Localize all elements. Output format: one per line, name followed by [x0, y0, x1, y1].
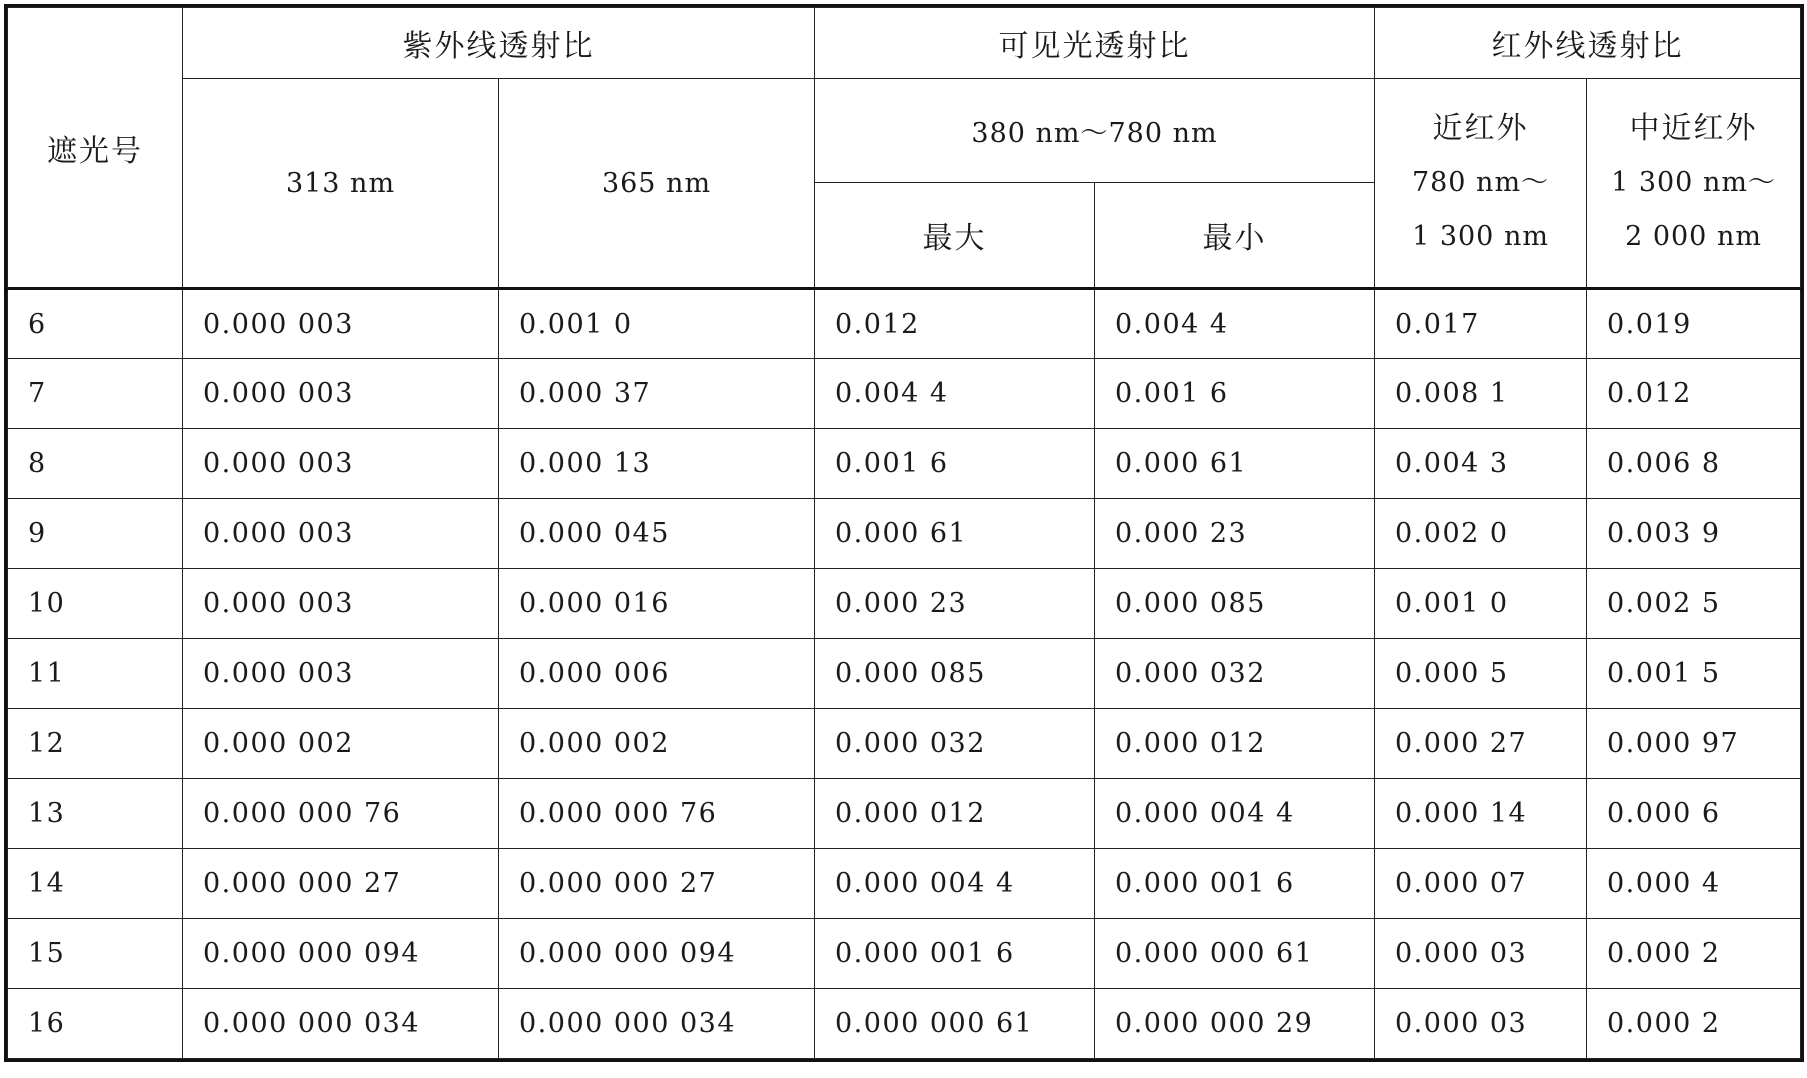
- uv-365-cell: 0.000 045: [499, 499, 815, 569]
- visible-min-cell: 0.000 000 61: [1095, 919, 1375, 989]
- mid-near-ir-cell: 0.000 6: [1587, 779, 1801, 849]
- near-ir-cell: 0.000 14: [1375, 779, 1587, 849]
- shade-number-cell: 10: [8, 569, 183, 639]
- mid-near-ir-cell: 0.000 2: [1587, 989, 1801, 1059]
- near-ir-cell: 0.017: [1375, 289, 1587, 359]
- uv-365-cell: 0.000 002: [499, 709, 815, 779]
- near-ir-title: 近红外: [1432, 111, 1529, 146]
- table-row: [8, 709, 1801, 779]
- table-row: [8, 499, 1801, 569]
- mid-near-ir-range-start: 1 300 nm～: [1611, 167, 1776, 198]
- uv-313-cell: 0.000 003: [183, 359, 499, 429]
- visible-min-cell: 0.000 004 4: [1095, 779, 1375, 849]
- uv-365-cell: 0.000 37: [499, 359, 815, 429]
- mid-near-ir-range-end: 2 000 nm: [1625, 221, 1762, 252]
- table-body: [8, 289, 1801, 1059]
- uv-365-cell: 0.000 000 76: [499, 779, 815, 849]
- near-ir-range-start: 780 nm～: [1411, 167, 1550, 198]
- table-row: [8, 429, 1801, 499]
- visible-min-cell: 0.004 4: [1095, 289, 1375, 359]
- header-visible-range: 380 nm～780 nm: [815, 79, 1375, 183]
- near-ir-cell: 0.002 0: [1375, 499, 1587, 569]
- uv-365-cell: 0.000 000 27: [499, 849, 815, 919]
- uv-313-cell: 0.000 000 76: [183, 779, 499, 849]
- header-visible-max: 最大: [815, 183, 1095, 289]
- mid-near-ir-cell: 0.003 9: [1587, 499, 1801, 569]
- uv-365-cell: 0.000 000 094: [499, 919, 815, 989]
- near-ir-cell: 0.004 3: [1375, 429, 1587, 499]
- shade-number-cell: 16: [8, 989, 183, 1059]
- uv-313-cell: 0.000 003: [183, 569, 499, 639]
- near-ir-cell: 0.000 5: [1375, 639, 1587, 709]
- uv-313-cell: 0.000 003: [183, 289, 499, 359]
- mid-near-ir-cell: 0.000 2: [1587, 919, 1801, 989]
- mid-near-ir-title: 中近红外: [1629, 111, 1758, 146]
- uv-365-cell: 0.000 000 034: [499, 989, 815, 1059]
- visible-min-cell: 0.000 032: [1095, 639, 1375, 709]
- table-row: [8, 359, 1801, 429]
- near-ir-cell: 0.001 0: [1375, 569, 1587, 639]
- table-row: [8, 919, 1801, 989]
- shade-number-cell: 11: [8, 639, 183, 709]
- visible-min-cell: 0.000 085: [1095, 569, 1375, 639]
- mid-near-ir-cell: 0.000 97: [1587, 709, 1801, 779]
- header-mid-near-ir: [1587, 79, 1801, 289]
- visible-max-cell: 0.012: [815, 289, 1095, 359]
- uv-365-cell: 0.000 13: [499, 429, 815, 499]
- visible-min-cell: 0.000 23: [1095, 499, 1375, 569]
- header-visible-transmittance: 可见光透射比: [815, 8, 1375, 79]
- header-ir-transmittance: 红外线透射比: [1375, 8, 1801, 79]
- shade-number-cell: 14: [8, 849, 183, 919]
- header-uv-365: 365 nm: [499, 79, 815, 289]
- near-ir-cell: 0.008 1: [1375, 359, 1587, 429]
- shade-number-cell: 6: [8, 289, 183, 359]
- table-row: [8, 289, 1801, 359]
- header-uv-transmittance: 紫外线透射比: [183, 8, 815, 79]
- header-visible-min: 最小: [1095, 183, 1375, 289]
- mid-near-ir-cell: 0.000 4: [1587, 849, 1801, 919]
- near-ir-cell: 0.000 27: [1375, 709, 1587, 779]
- visible-min-cell: 0.001 6: [1095, 359, 1375, 429]
- header-shade-number: 遮光号: [8, 8, 183, 289]
- transmittance-table: [7, 7, 1801, 1059]
- table-row: [8, 989, 1801, 1059]
- visible-max-cell: 0.000 000 61: [815, 989, 1095, 1059]
- mid-near-ir-cell: 0.012: [1587, 359, 1801, 429]
- uv-313-cell: 0.000 000 27: [183, 849, 499, 919]
- visible-min-cell: 0.000 000 29: [1095, 989, 1375, 1059]
- table-row: [8, 639, 1801, 709]
- uv-365-cell: 0.000 006: [499, 639, 815, 709]
- visible-max-cell: 0.004 4: [815, 359, 1095, 429]
- uv-365-cell: 0.000 016: [499, 569, 815, 639]
- visible-max-cell: 0.000 23: [815, 569, 1095, 639]
- visible-min-cell: 0.000 61: [1095, 429, 1375, 499]
- near-ir-cell: 0.000 07: [1375, 849, 1587, 919]
- shade-number-cell: 8: [8, 429, 183, 499]
- mid-near-ir-cell: 0.006 8: [1587, 429, 1801, 499]
- visible-max-cell: 0.000 004 4: [815, 849, 1095, 919]
- visible-max-cell: 0.000 012: [815, 779, 1095, 849]
- mid-near-ir-cell: 0.019: [1587, 289, 1801, 359]
- table-row: [8, 779, 1801, 849]
- uv-313-cell: 0.000 000 034: [183, 989, 499, 1059]
- visible-max-cell: 0.001 6: [815, 429, 1095, 499]
- near-ir-cell: 0.000 03: [1375, 989, 1587, 1059]
- visible-max-cell: 0.000 61: [815, 499, 1095, 569]
- header-uv-313: 313 nm: [183, 79, 499, 289]
- shade-number-cell: 9: [8, 499, 183, 569]
- uv-365-cell: 0.001 0: [499, 289, 815, 359]
- uv-313-cell: 0.000 000 094: [183, 919, 499, 989]
- uv-313-cell: 0.000 003: [183, 499, 499, 569]
- visible-min-cell: 0.000 012: [1095, 709, 1375, 779]
- near-ir-cell: 0.000 03: [1375, 919, 1587, 989]
- mid-near-ir-cell: 0.001 5: [1587, 639, 1801, 709]
- uv-313-cell: 0.000 002: [183, 709, 499, 779]
- visible-max-cell: 0.000 001 6: [815, 919, 1095, 989]
- header-near-ir: [1375, 79, 1587, 289]
- visible-max-cell: 0.000 032: [815, 709, 1095, 779]
- shade-number-cell: 15: [8, 919, 183, 989]
- visible-min-cell: 0.000 001 6: [1095, 849, 1375, 919]
- near-ir-range-end: 1 300 nm: [1412, 221, 1549, 252]
- table-header: [8, 8, 1801, 289]
- shade-number-cell: 12: [8, 709, 183, 779]
- mid-near-ir-cell: 0.002 5: [1587, 569, 1801, 639]
- uv-313-cell: 0.000 003: [183, 639, 499, 709]
- table-row: [8, 569, 1801, 639]
- shade-number-cell: 7: [8, 359, 183, 429]
- shade-number-cell: 13: [8, 779, 183, 849]
- uv-313-cell: 0.000 003: [183, 429, 499, 499]
- table-row: [8, 849, 1801, 919]
- visible-max-cell: 0.000 085: [815, 639, 1095, 709]
